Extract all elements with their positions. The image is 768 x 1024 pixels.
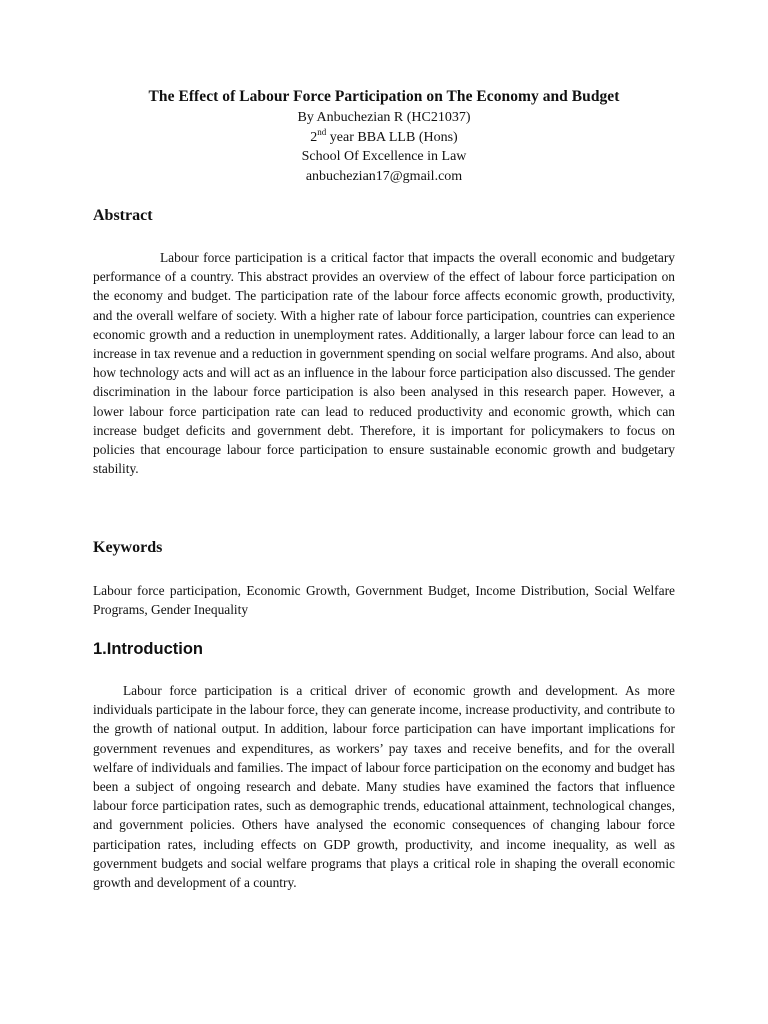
keywords-heading: Keywords	[93, 539, 163, 556]
author-block	[93, 108, 675, 186]
abstract-heading: Abstract	[93, 207, 153, 224]
abstract-text: Labour force participation is a critical factor that impacts the overall economic and budgetary performance of a country. This abstract provides an overview of the effect of labour force participation on the economy and budget. The participation rate of the labour force affects economic growth, productivity, and the overall welfare of society. With a higher rate of labour force participation, countries can experience economic growth and a reduction in unemployment rates. Additionally, a larger labour force can lead to an increase in tax revenue and a reduction in government spending on social welfare programs. And also, about how technology acts and will act as an influence in the labour force participation also discussed. The gender discrimination in the labour force participation is also been analysed in this research paper. However, a lower labour force participation rate can lead to reduced productivity and economic growth, which can increase budget deficits and government debt. Therefore, it is important for policymakers to focus on policies that encourage labour force participation to ensure sustainable economic growth and budgetary stability.	[93, 250, 675, 477]
year-suffix: nd	[317, 126, 327, 137]
author-email: anbuchezian17@gmail.com	[305, 168, 463, 184]
introduction-heading: 1.Introduction	[93, 640, 203, 658]
paper-title: The Effect of Labour Force Participation on The Economy and Budget	[148, 88, 620, 105]
introduction-text: Labour force participation is a critical driver of economic growth and development. As more individuals participate in the labour force, they can generate income, increase productivity, and contribute to the growth of national output. In addition, labour force participation can have important implications for government revenues and expenditures, as workers’ pay taxes and receive benefits, and for the overall welfare of individuals and families. The impact of labour force participation on the economy and budget has been a subject of ongoing research and debate. Many studies have examined the factors that influence labour force participation rates, such as demographic trends, educational attainment, technological changes, and government policies. Others have analysed the economic consequences of changing labour force participation rates, including effects on GDP growth, productivity, and income inequality, as well as government budgets and social welfare programs that plays a critical role in shaping the overall economic growth and development of a country.	[93, 683, 675, 891]
author-name: By Anbuchezian R (HC21037)	[297, 110, 471, 125]
keywords-text: Labour force participation, Economic Growth, Government Budget, Income Distribution, Social Welfare Programs, Gender Inequality	[93, 583, 675, 618]
author-program	[93, 128, 675, 148]
author-school: School Of Excellence in Law	[301, 149, 467, 164]
program-name: year BBA LLB (Hons)	[326, 129, 458, 145]
year-number: 2	[310, 129, 318, 145]
